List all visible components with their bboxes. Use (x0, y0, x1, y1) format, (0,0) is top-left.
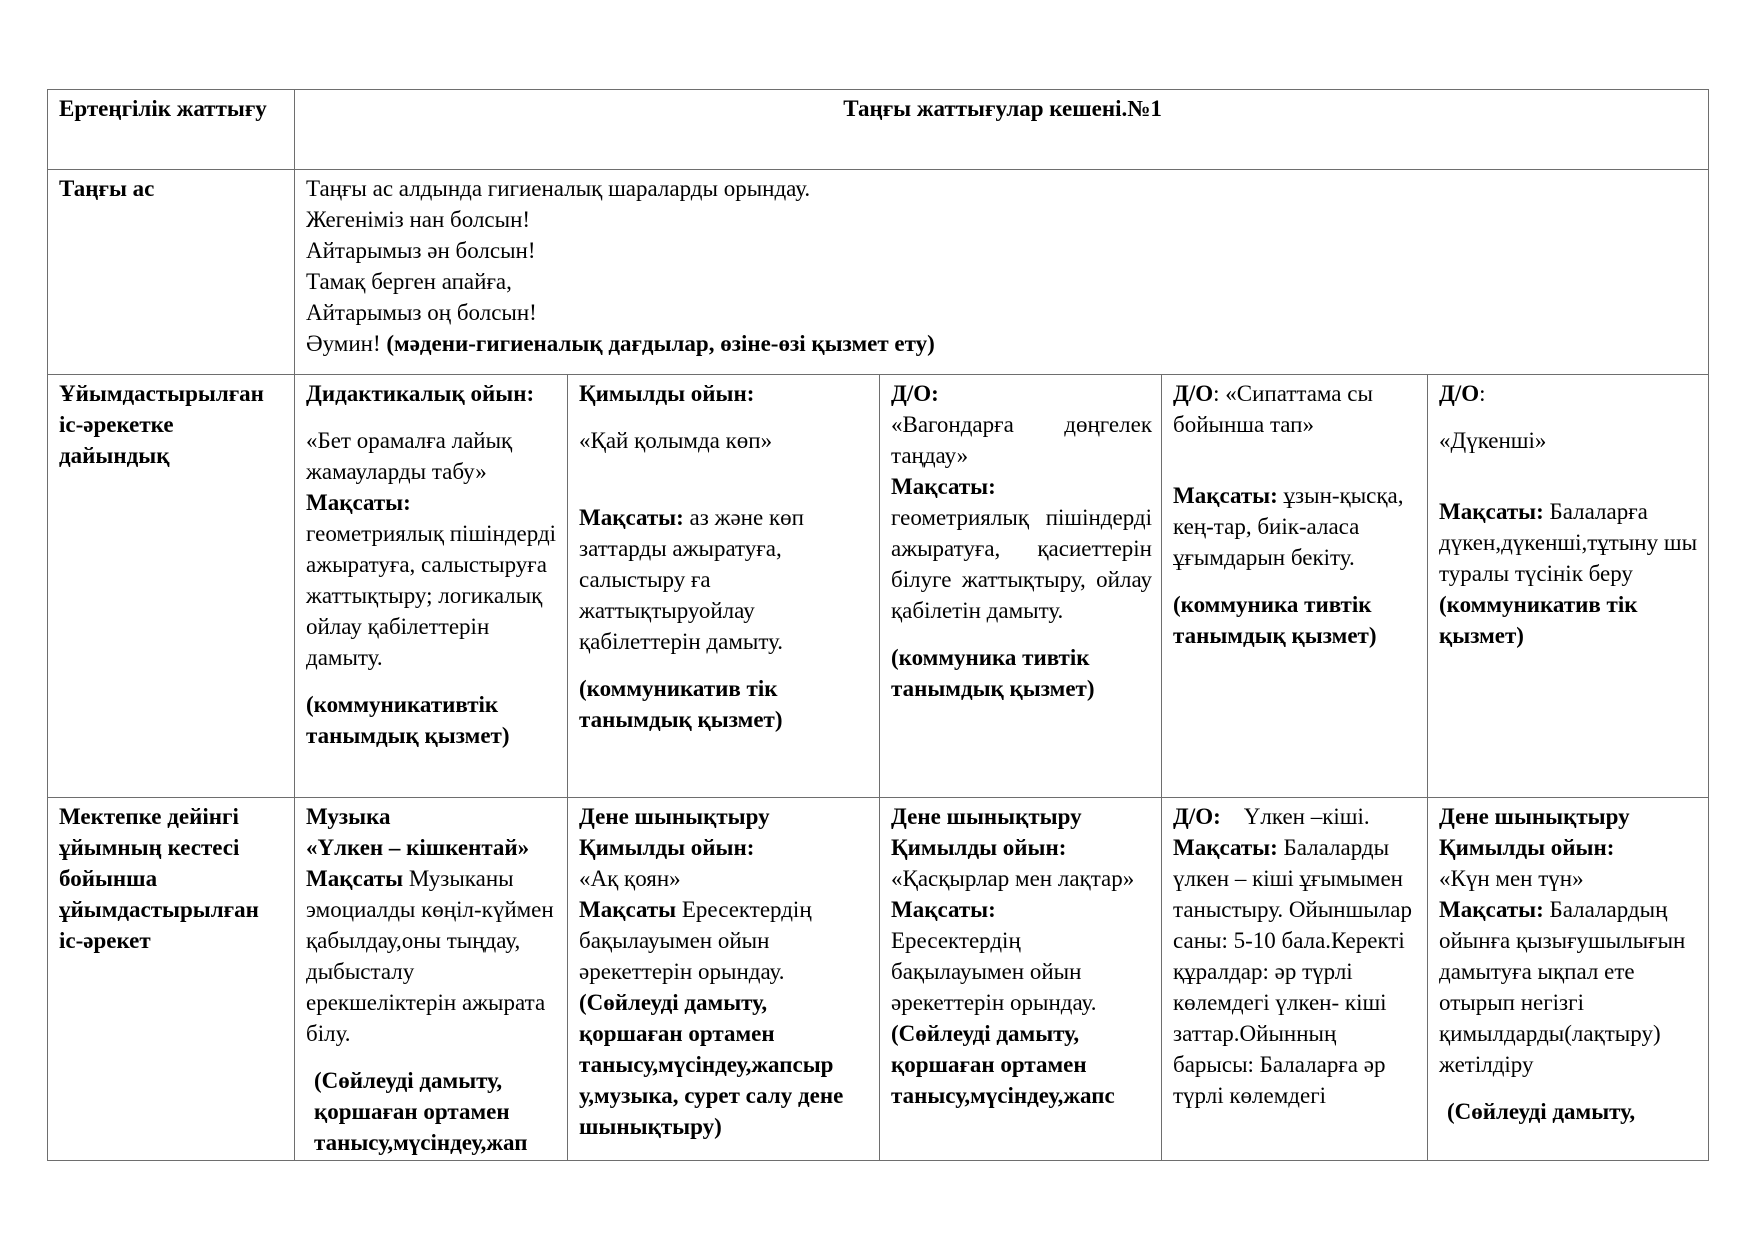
breakfast-line: Жегеніміз нан болсын! (306, 207, 531, 232)
breakfast-line: Айтарымыз оң болсын! (306, 300, 537, 325)
goal-text: ұзын-қысқа, кең-тар, биік-аласа ұғымдарын бекіту. (1173, 483, 1404, 570)
prep-cell-5 (1428, 375, 1709, 798)
goal-label: Мақсаты: (1173, 835, 1278, 860)
activity-area: (Сөйлеуді дамыту, қоршаған ортамен танысу,мүсіндеу,жапс (891, 1021, 1115, 1108)
activity-area: (Сөйлеуді дамыту, (1447, 1099, 1636, 1124)
activity-area: (Сөйлеуді дамыту, қоршаған ортамен танысу,мүсіндеу,жапсыр у,музыка, сурет салу дене шынықтыру) (579, 990, 844, 1139)
goal-block (1439, 894, 1699, 1080)
daily-plan-table (47, 89, 1709, 1161)
goal-block (579, 894, 870, 987)
game-name: : «Сипаттама сы бойынша тап» (1173, 381, 1373, 437)
activity-cell-5 (1428, 798, 1709, 1161)
goal-label: Мақсаты (579, 897, 677, 922)
game-name: «Ақ қоян» (579, 866, 681, 891)
breakfast-line: Тамақ берген апайға, (306, 269, 512, 294)
goal-label: Мақсаты: (891, 897, 996, 922)
row-morning-exercise (48, 90, 1709, 170)
goal-label: Мақсаты: (1439, 897, 1544, 922)
game-name: «Қай қолымда көп» (579, 428, 773, 453)
goal-label: Мақсаты (306, 866, 404, 891)
row-label-morning-exercise: Ертеңгілік жаттығу (48, 90, 295, 170)
breakfast-last-line (306, 328, 1699, 359)
activity-cell-2 (568, 798, 880, 1161)
game-title: Қимылды ойын: (579, 381, 755, 406)
goal-block (306, 863, 558, 1049)
prep-cell-4 (1162, 375, 1428, 798)
breakfast-line: Таңғы ас алдында гигиеналық шараларды орындау. (306, 176, 811, 201)
game-name: «Бет орамалға лайық жамауларды табу» (306, 428, 513, 484)
row-label-breakfast: Таңғы ас (48, 170, 295, 375)
activity-cell-3 (880, 798, 1162, 1161)
goal-block (1439, 496, 1699, 589)
activity-area: (коммуникатив тік қызмет) (1439, 592, 1638, 648)
subject-name: Музыка (306, 804, 391, 829)
game-name: «Үлкен – кішкентай» (306, 835, 530, 860)
row-label-preparation: Ұйымдастырылған іс-әрекетке дайындық (48, 375, 295, 798)
activity-area: (коммуникатив тік танымдық қызмет) (579, 676, 783, 732)
goal-label: Мақсаты: (306, 490, 411, 515)
goal-block (1173, 832, 1418, 1111)
prep-cell-2 (568, 375, 880, 798)
prep-cell-3 (880, 375, 1162, 798)
goal-text: Музыканы эмоциалды көңіл-күймен қабылдау,оны тыңдау, дыбысталу ерекшеліктерін ажырата білу. (306, 866, 554, 1046)
goal-text: Ересектердің бақылауымен ойын әрекеттерін орындау. (579, 897, 812, 984)
activity-area: (коммуникативтік танымдық қызмет) (306, 692, 510, 748)
goal-label: Мақсаты: (1173, 483, 1278, 508)
morning-exercise-content: Таңғы жаттығулар кешені.№1 (295, 90, 1709, 170)
goal-block (579, 502, 870, 657)
subject-name: Дене шынықтыру (1439, 804, 1630, 829)
goal-text: Балаларға дүкен,дүкенші,тұтыну шы туралы түсінік беру (1439, 499, 1698, 586)
game-name: «Вагондарға дөңгелек таңдау» (891, 412, 1152, 468)
row-organized-activity (48, 798, 1709, 1161)
activity-area: (Сөйлеуді дамыту, қоршаған ортамен танысу,мүсіндеу,жап (314, 1068, 528, 1155)
game-heading (1173, 801, 1418, 832)
goal-text: Балалардың ойынға қызығушылығын дамытуға ықпал ете отырып негізгі қимылдарды(лақтыру) жетілдіру (1439, 897, 1686, 1077)
activity-area: (коммуника тивтік танымдық қызмет) (1173, 592, 1377, 648)
game-label: Қимылды ойын: (891, 835, 1067, 860)
game-label: Қимылды ойын: (579, 835, 755, 860)
activity-cell-4 (1162, 798, 1428, 1161)
game-label: Қимылды ойын: (1439, 835, 1615, 860)
goal-text: геометриялық пішіндерді ажыратуға, салыстыруға жаттықтыру; логикалық ойлау қабілеттерін дамыту. (306, 521, 557, 670)
goal-text: аз және көп заттарды ажыратуға, салыстыру ға жаттықтыруойлау қабілеттерін дамыту. (579, 505, 804, 654)
game-name: «Күн мен түн» (1439, 866, 1584, 891)
game-name: «Қасқырлар мен лақтар» (891, 866, 1135, 891)
game-title: Д/О (1173, 381, 1214, 406)
subject-name: Дене шынықтыру (579, 804, 770, 829)
goal-label: Мақсаты: (891, 474, 996, 499)
game-name: Үлкен –кіші. (1220, 804, 1370, 829)
game-heading (1173, 378, 1418, 440)
game-name: «Дүкенші» (1439, 428, 1547, 453)
row-label-organized-activity: Мектепке дейінгі ұйымның кестесі бойынша ұйымдастырылған іс-әрекет (48, 798, 295, 1161)
game-title-colon: : (1479, 381, 1486, 406)
row-preparation (48, 375, 1709, 798)
breakfast-skill-area: (мәдени-гигиеналық дағдылар, өзіне-өзі қызмет ету) (386, 331, 935, 356)
goal-label: Мақсаты: (1439, 499, 1544, 524)
breakfast-content (295, 170, 1709, 375)
activity-cell-1 (295, 798, 568, 1161)
game-title: Д/О: (1173, 804, 1221, 829)
game-title: Д/О: (891, 381, 939, 406)
goal-text: Балаларды үлкен – кіші ұғымымен таныстыру. Ойыншылар саны: 5-10 бала.Керекті құралдар: әр түрлі көлемдегі үлкен- кіші заттар.Ойынның барысы: Балаларға әр түрлі көлемдегі (1173, 835, 1412, 1108)
game-heading (1439, 378, 1699, 409)
breakfast-last-prefix: Әумин! (306, 331, 387, 356)
subject-name: Дене шынықтыру (891, 804, 1082, 829)
goal-block (1173, 480, 1418, 573)
goal-text: геометриялық пішіндерді ажыратуға, қасиеттерін білуге жаттықтыру, ойлау қабілетін дамыту. (891, 505, 1152, 623)
game-title: Д/О (1439, 381, 1480, 406)
goal-label: Мақсаты: (579, 505, 684, 530)
breakfast-line: Айтарымыз ән болсын! (306, 238, 536, 263)
goal-text: Ересектердің бақылауымен ойын әрекеттерін орындау. (891, 928, 1097, 1015)
activity-area: (коммуника тивтік танымдық қызмет) (891, 645, 1095, 701)
game-title: Дидактикалық ойын: (306, 381, 535, 406)
row-breakfast (48, 170, 1709, 375)
prep-cell-1 (295, 375, 568, 798)
